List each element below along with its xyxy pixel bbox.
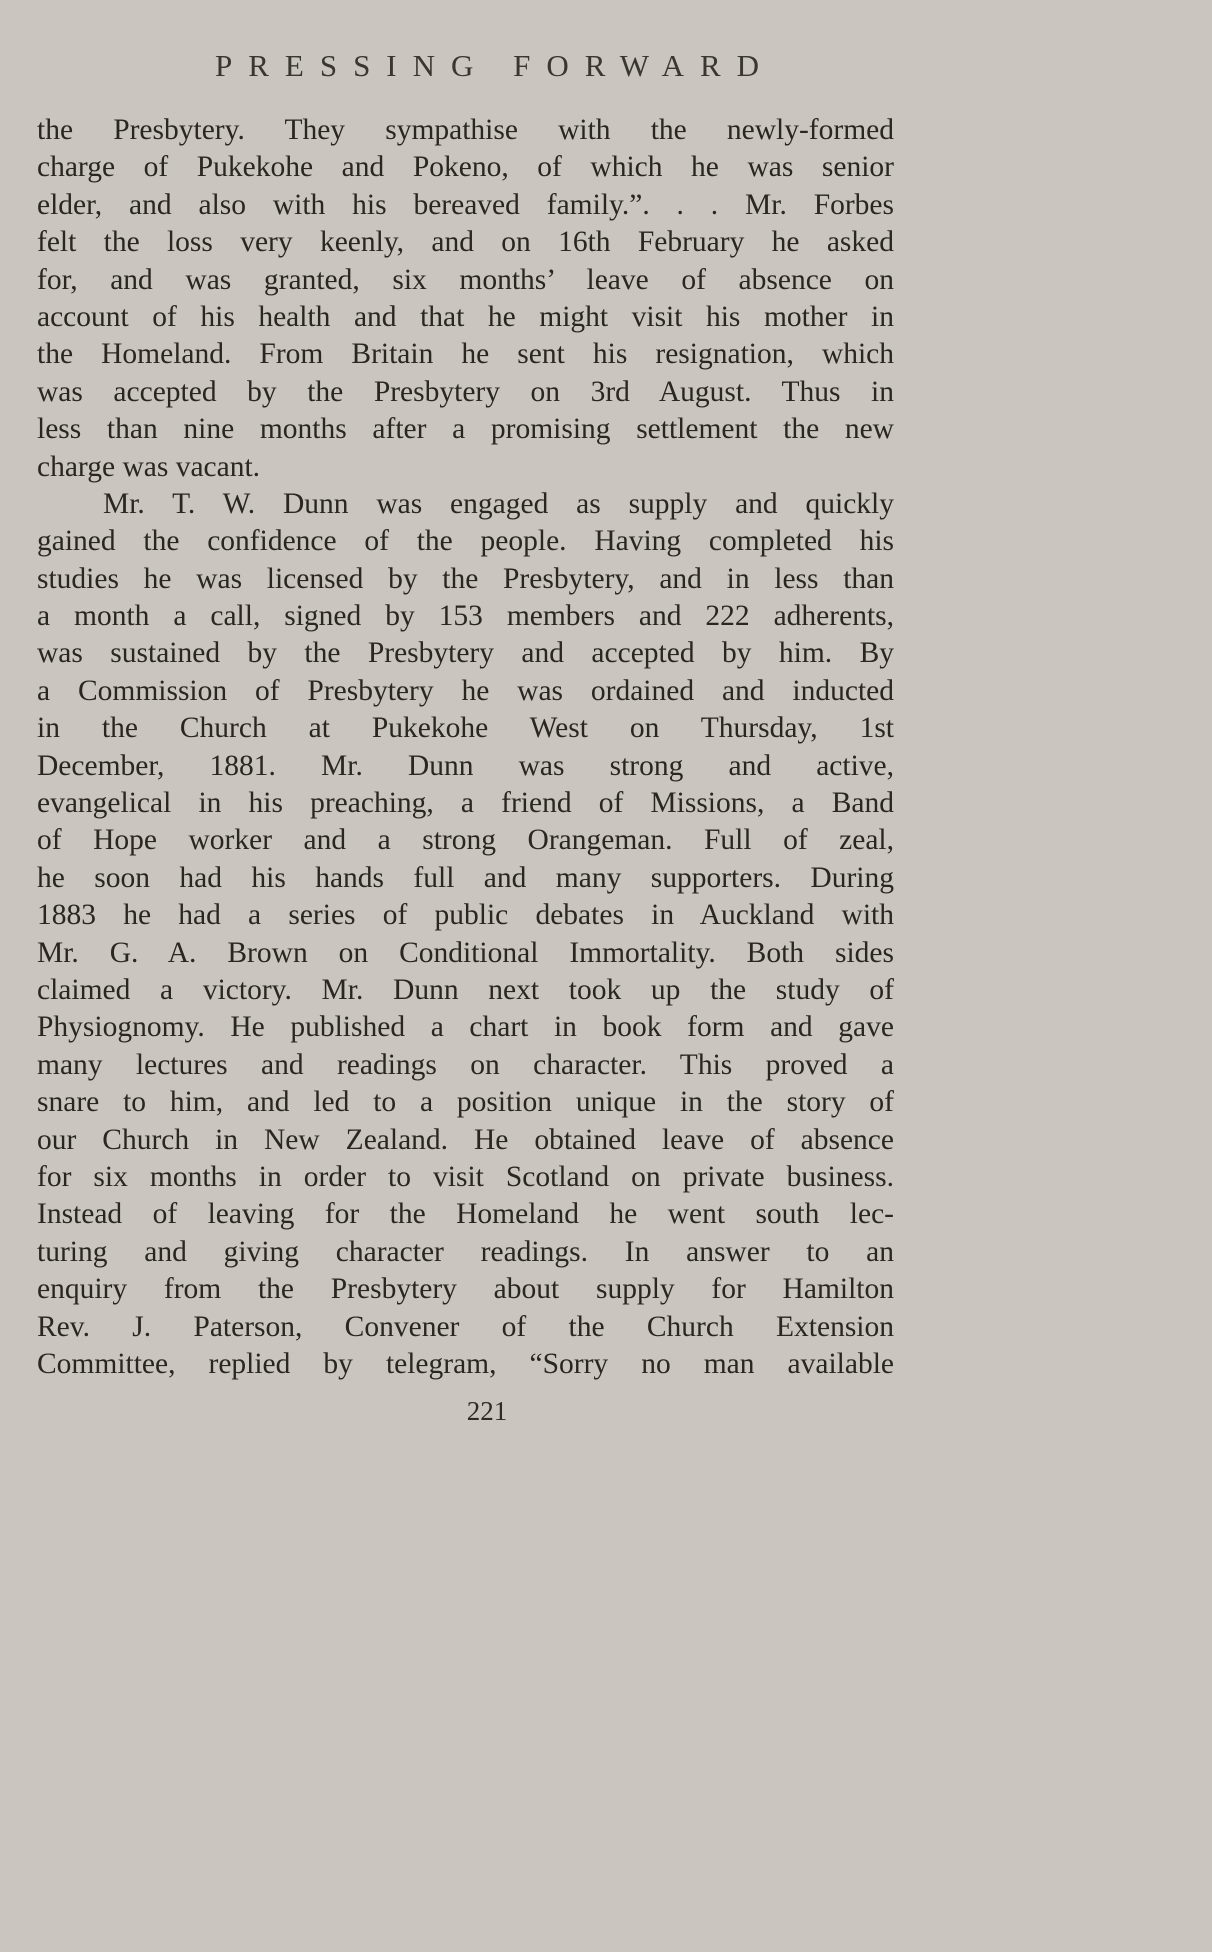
text-line: he soon had his hands full and many supporters. During [37,861,894,894]
text-line: Physiognomy. He published a chart in book form and gave [37,1011,894,1044]
text-line: enquiry from the Presbytery about supply for Hamilton [37,1273,894,1306]
text-line: evangelical in his preaching, a friend of Missions, a Band [37,787,894,820]
text-line: a month a call, signed by 153 members and 222 adherents, [37,600,894,633]
text-line: our Church in New Zealand. He obtained leave of absence [37,1123,894,1156]
text-line: December, 1881. Mr. Dunn was strong and active, [37,749,894,782]
text-line: less than nine months after a promising settlement the new [37,413,894,446]
text-line: 1883 he had a series of public debates in Auckland with [37,899,894,932]
text-line: was accepted by the Presbytery on 3rd August. Thus in [37,375,894,408]
text-line: charge of Pukekohe and Pokeno, of which he was senior [37,151,894,184]
text-line: Committee, replied by telegram, “Sorry no man available [37,1347,894,1380]
text-line: of Hope worker and a strong Orangeman. Full of zeal, [37,824,894,857]
text-line: for six months in order to visit Scotland on private business. [37,1160,894,1193]
text-line: a Commission of Presbytery he was ordained and inducted [37,674,894,707]
page-number: 221 [466,1396,508,1426]
running-head: PRESSING FORWARD [214,48,776,83]
text-line: snare to him, and led to a position unique in the story of [37,1086,894,1119]
body-text [37,112,894,1383]
text-line: claimed a victory. Mr. Dunn next took up the study of [37,973,894,1006]
text-line: elder, and also with his bereaved family.”. . . Mr. Forbes [37,188,894,221]
paragraph-start-line: Mr. T. W. Dunn was engaged as supply and quickly [103,487,894,520]
text-line: Rev. J. Paterson, Convener of the Church Extension [37,1310,894,1343]
text-line: gained the confidence of the people. Having completed his [37,525,894,558]
text-line: for, and was granted, six months’ leave of absence on [37,263,894,296]
text-line: many lectures and readings on character. This proved a [37,1048,894,1081]
text-line: was sustained by the Presbytery and accepted by him. By [37,637,894,670]
text-line: Mr. G. A. Brown on Conditional Immortality. Both sides [37,936,894,969]
text-line: account of his health and that he might visit his mother in [37,300,894,333]
text-line: the Presbytery. They sympathise with the newly-formed [37,114,894,146]
text-line: the Homeland. From Britain he sent his resignation, which [37,338,894,371]
text-line: in the Church at Pukekohe West on Thursday, 1st [37,712,894,745]
paragraph-end-line: charge was vacant. [37,450,261,483]
text-line: felt the loss very keenly, and on 16th February he asked [37,226,894,259]
text-line: turing and giving character readings. In answer to an [37,1235,894,1268]
text-line: Instead of leaving for the Homeland he went south lec- [37,1198,894,1231]
text-line: studies he was licensed by the Presbytery, and in less than [37,562,894,595]
